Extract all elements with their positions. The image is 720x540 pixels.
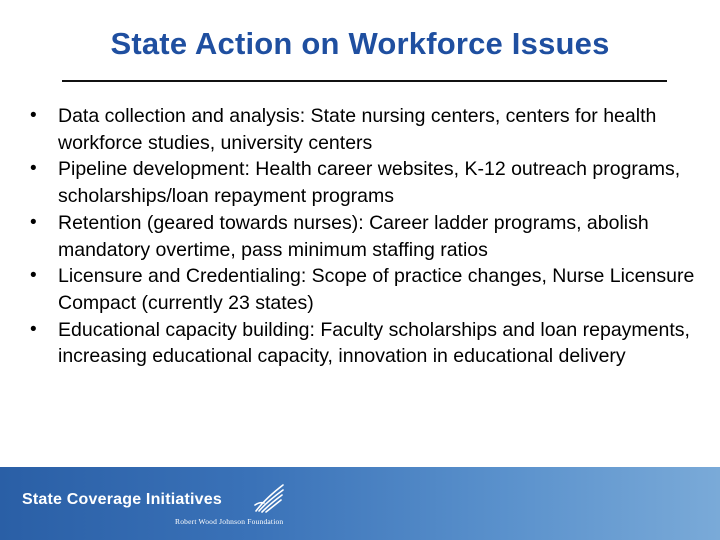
bullet-marker: • (30, 158, 37, 180)
title-divider (62, 80, 667, 82)
bullet-text: Licensure and Credentialing: Scope of practice changes, Nurse Licensure Compact (currently 23 states) (58, 265, 695, 314)
bullet-item (30, 156, 700, 209)
bullet-item (30, 210, 700, 263)
bullet-text: Pipeline development: Health career websites, K-12 outreach programs, scholarships/loan repayment programs (58, 158, 681, 208)
footer-foundation-name: Robert Wood Johnson Foundation (175, 517, 284, 526)
bullet-text: Retention (geared towards nurses): Career ladder programs, abolish mandatory overtime, pass minimum staffing ratios (58, 211, 649, 261)
footer-brand-name: State Coverage Initiatives (22, 491, 222, 508)
bullet-item (30, 103, 700, 156)
bullet-item (30, 263, 700, 316)
bullet-text: Data collection and analysis: State nursing centers, centers for health workforce studies, university centers (58, 105, 657, 154)
bullet-marker: • (30, 265, 37, 287)
bullet-text: Educational capacity building: Faculty scholarships and loan repayments, increasing educational capacity, innovation in educational delivery (58, 318, 690, 368)
bullet-marker: • (30, 211, 37, 233)
slide-title: State Action on Workforce Issues (110, 26, 610, 61)
bird-wing-icon (252, 481, 286, 515)
bullet-marker: • (30, 318, 37, 340)
bullet-item (30, 317, 700, 370)
bullet-marker: • (30, 105, 37, 126)
footer-band (0, 467, 720, 540)
bullet-list (30, 103, 700, 370)
